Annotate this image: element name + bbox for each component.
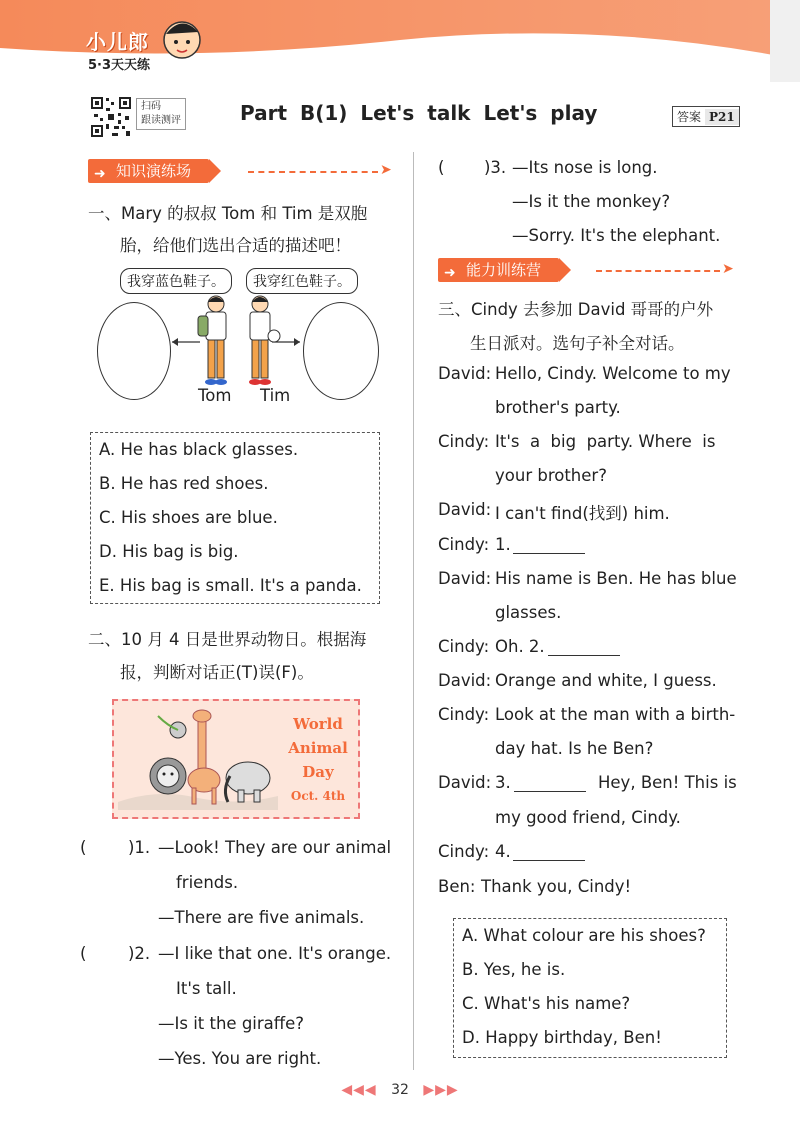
dialog-3-line-2: —Is it the monkey? bbox=[512, 192, 671, 211]
scan-label[interactable] bbox=[136, 98, 186, 130]
section-header-practice bbox=[88, 159, 398, 185]
question-1-line-2: 胎，给他们选出合适的描述吧！ bbox=[120, 236, 351, 255]
answer-page: P21 bbox=[705, 109, 739, 125]
option-c: C. His shoes are blue. bbox=[99, 508, 278, 527]
speech-bubble-left: 我穿蓝色鞋子。 bbox=[120, 268, 232, 294]
series-name: 5·3天天练 bbox=[88, 58, 151, 73]
answer-reference bbox=[672, 106, 740, 127]
dialog-line-tail: Hey, Ben! This is bbox=[598, 773, 737, 792]
dashed-divider bbox=[248, 171, 378, 173]
poster-line-3: Day bbox=[302, 763, 334, 781]
label-tim: Tim bbox=[260, 386, 291, 405]
dialog-line: your brother? bbox=[495, 466, 607, 485]
dialog-line: I can't find(找到) him. bbox=[495, 504, 670, 523]
option-d: D. His bag is big. bbox=[99, 542, 239, 561]
page-title: Part B(1) Let's talk Let's play bbox=[240, 101, 598, 125]
label-tom: Tom bbox=[198, 386, 232, 405]
dialog-1-line-2: friends. bbox=[176, 873, 239, 892]
dialog-2-line-2: It's tall. bbox=[176, 979, 237, 998]
arrow-right-icon: ➤ bbox=[722, 261, 734, 277]
poster-title bbox=[282, 712, 354, 808]
speaker: Cindy: bbox=[438, 637, 490, 656]
twins-illustration bbox=[170, 290, 302, 390]
bolt-icon: ➜ bbox=[444, 265, 456, 281]
dialog-line: Hello, Cindy. Welcome to my bbox=[495, 364, 731, 383]
dialog-line: glasses. bbox=[495, 603, 562, 622]
dialog-line: It's a big party. Where is bbox=[495, 432, 716, 451]
answer-paren-1[interactable]: ( bbox=[80, 838, 87, 857]
dialog-line: Oh. 2. bbox=[495, 637, 545, 656]
section-tag bbox=[438, 258, 559, 282]
question-3-line-1: 三、Cindy 去参加 David 哥哥的户外 bbox=[438, 300, 714, 319]
blank-4[interactable] bbox=[513, 846, 585, 861]
section-tag-label: 能力训练营 bbox=[466, 261, 542, 279]
poster-line-2: Animal bbox=[288, 739, 348, 757]
speaker: Cindy: bbox=[438, 535, 490, 554]
blank-3[interactable] bbox=[514, 777, 586, 792]
answer-paren-2[interactable]: ( bbox=[80, 944, 87, 963]
answer-paren-3[interactable]: ( bbox=[438, 158, 445, 177]
dialog-1-line-1: —Look! They are our animal bbox=[158, 838, 392, 857]
question-3-line-2: 生日派对。选句子补全对话。 bbox=[470, 334, 685, 353]
speaker: Cindy: bbox=[438, 842, 490, 861]
dialog-line: 4. bbox=[495, 842, 511, 861]
dialog-line: 1. bbox=[495, 535, 511, 554]
dialog-line: His name is Ben. He has blue bbox=[495, 569, 737, 588]
section-tag-label: 知识演练场 bbox=[116, 162, 192, 180]
dialog-3-line-3: —Sorry. It's the elephant. bbox=[512, 226, 721, 245]
option-e: E. His bag is small. It's a panda. bbox=[99, 576, 362, 595]
dialog-line: Look at the man with a birth- bbox=[495, 705, 736, 724]
option-a: A. What colour are his shoes? bbox=[462, 926, 706, 945]
section-header-ability bbox=[438, 258, 738, 284]
dialog-1-line-3: —There are five animals. bbox=[158, 908, 365, 927]
option-b: B. He has red shoes. bbox=[99, 474, 269, 493]
blank-1[interactable] bbox=[513, 539, 585, 554]
item-number-2: )2. bbox=[128, 944, 151, 963]
poster-line-1: World bbox=[293, 715, 343, 733]
column-divider bbox=[413, 152, 414, 1070]
answer-oval-right[interactable] bbox=[303, 302, 379, 400]
dialog-line: Orange and white, I guess. bbox=[495, 671, 717, 690]
dialog-3-line-1: —Its nose is long. bbox=[512, 158, 658, 177]
question-2-line-2: 报，判断对话正(T)误(F)。 bbox=[120, 663, 314, 682]
page-number: 32 bbox=[391, 1082, 409, 1098]
question-2-line-1: 二、10 月 4 日是世界动物日。根据海 bbox=[88, 630, 367, 649]
speaker: Cindy: bbox=[438, 705, 490, 724]
dialog-2-line-4: —Yes. You are right. bbox=[158, 1049, 322, 1068]
dialog-2-line-3: —Is it the giraffe? bbox=[158, 1014, 305, 1033]
section-tag bbox=[88, 159, 209, 183]
dialog-line: 3. bbox=[495, 773, 511, 792]
speaker: David: bbox=[438, 569, 492, 588]
dialog-2-line-1: —I like that one. It's orange. bbox=[158, 944, 392, 963]
animals-illustration bbox=[118, 706, 278, 810]
speaker: David: bbox=[438, 364, 492, 383]
blank-2[interactable] bbox=[548, 641, 620, 656]
dialog-line: day hat. Is he Ben? bbox=[495, 739, 654, 758]
option-c: C. What's his name? bbox=[462, 994, 631, 1013]
dialog-line: Thank you, Cindy! bbox=[481, 877, 632, 896]
option-b: B. Yes, he is. bbox=[462, 960, 566, 979]
dashed-divider bbox=[596, 270, 720, 272]
bolt-icon: ➜ bbox=[94, 166, 106, 182]
speaker: David: bbox=[438, 671, 492, 690]
item-number-1: )1. bbox=[128, 838, 151, 857]
scan-label-line-2: 跟读测评 bbox=[141, 115, 181, 126]
answer-oval-left[interactable] bbox=[97, 302, 171, 400]
next-arrows-icon[interactable]: ▶▶▶ bbox=[423, 1082, 459, 1098]
speaker: Cindy: bbox=[438, 432, 490, 451]
poster-date: Oct. 4th bbox=[290, 789, 346, 803]
option-d: D. Happy birthday, Ben! bbox=[462, 1028, 662, 1047]
qr-code-icon bbox=[90, 96, 132, 138]
speech-bubble-right: 我穿红色鞋子。 bbox=[246, 268, 358, 294]
answer-label: 答案 bbox=[673, 107, 705, 126]
page-footer bbox=[0, 1082, 800, 1098]
arrow-right-icon: ➤ bbox=[380, 162, 392, 178]
speaker: Ben: bbox=[438, 877, 476, 896]
dialog-line: brother's party. bbox=[495, 398, 621, 417]
question-1-line-1: 一、Mary 的叔叔 Tom 和 Tim 是双胞 bbox=[88, 204, 368, 223]
option-a: A. He has black glasses. bbox=[99, 440, 299, 459]
brand-logo: 小儿郎 bbox=[86, 30, 149, 54]
speaker: David: bbox=[438, 773, 492, 792]
item-number-3: )3. bbox=[484, 158, 507, 177]
scan-label-line-1: 扫码 bbox=[141, 101, 161, 112]
prev-arrows-icon[interactable]: ◀◀◀ bbox=[341, 1082, 377, 1098]
dialog-line: my good friend, Cindy. bbox=[495, 808, 681, 827]
speaker: David: bbox=[438, 500, 492, 519]
